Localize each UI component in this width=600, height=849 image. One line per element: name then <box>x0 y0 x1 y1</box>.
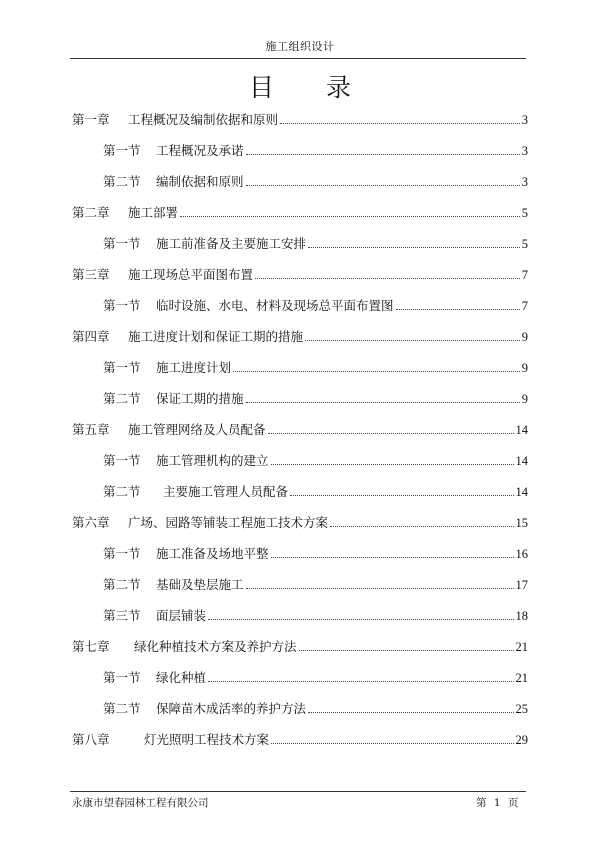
toc-entry-number: 第三节 <box>103 608 141 623</box>
toc-entry-label: 施工管理网络及人员配备 <box>128 422 266 437</box>
toc-leader-dots <box>246 154 520 155</box>
toc-entry-page: 16 <box>515 547 528 561</box>
toc-entry-label: 施工部署 <box>128 205 179 220</box>
toc-entry-chapter-4[interactable] <box>72 328 528 346</box>
toc-entry-section-4-1[interactable] <box>103 359 528 377</box>
toc-entry-chapter-3[interactable] <box>72 266 528 284</box>
toc-entry-page: 9 <box>521 330 528 344</box>
toc-entry-section-3-1[interactable] <box>103 297 528 315</box>
toc-leader-dots <box>268 433 514 434</box>
toc-entry-page: 29 <box>515 733 528 747</box>
toc-leader-dots <box>308 247 520 248</box>
toc-entry-page: 7 <box>521 268 528 282</box>
toc-leader-dots <box>271 743 513 744</box>
footer-company-name: 永康市望春园林工程有限公司 <box>72 797 209 809</box>
toc-entry-label: 面层铺装 <box>156 608 207 623</box>
toc-entry-section-6-2[interactable] <box>103 576 528 594</box>
toc-entry-number: 第一节 <box>103 143 141 158</box>
toc-entry-label: 保障苗木成活率的养护方法 <box>156 701 307 716</box>
footer-page-number: 第 1 页 <box>476 797 519 809</box>
toc-leader-dots <box>180 216 520 217</box>
toc-entry-number: 第二章 <box>72 205 110 220</box>
toc-entry-label: 广场、园路等铺装工程施工技术方案 <box>128 515 329 530</box>
toc-entry-section-5-2[interactable] <box>103 483 528 501</box>
toc-entry-number: 第三章 <box>72 267 110 282</box>
toc-entry-section-7-1[interactable] <box>103 669 528 687</box>
toc-entry-number: 第一节 <box>103 453 141 468</box>
toc-title: 目 录 <box>249 73 373 102</box>
toc-leader-dots <box>271 464 514 465</box>
toc-entry-chapter-8[interactable] <box>72 731 528 749</box>
toc-entry-chapter-1[interactable] <box>72 111 528 129</box>
toc-entry-number: 第二节 <box>103 701 141 716</box>
toc-entry-page: 3 <box>521 113 528 127</box>
toc-leader-dots <box>208 681 513 682</box>
toc-entry-number: 第八章 <box>72 732 110 747</box>
toc-entry-page: 3 <box>521 144 528 158</box>
toc-entry-label: 灯光照明工程技术方案 <box>144 732 270 747</box>
toc-entry-label: 施工进度计划 <box>156 360 232 375</box>
toc-entry-section-1-1[interactable] <box>103 142 528 160</box>
toc-entry-label: 基础及垫层施工 <box>156 577 244 592</box>
toc-entry-label: 工程概况及承诺 <box>156 143 244 158</box>
toc-leader-dots <box>396 309 520 310</box>
toc-entry-number: 第一节 <box>103 546 141 561</box>
toc-entry-label: 绿化种植 <box>156 670 207 685</box>
toc-entry-label: 临时设施、水电、材料及现场总平面布置图 <box>156 298 394 313</box>
toc-entry-page: 14 <box>515 423 528 437</box>
toc-entry-label: 主要施工管理人员配备 <box>163 484 289 499</box>
toc-entry-label: 编制依据和原则 <box>156 174 244 189</box>
toc-leader-dots <box>299 650 514 651</box>
toc-entry-number: 第六章 <box>72 515 110 530</box>
toc-entry-section-2-1[interactable] <box>103 235 528 253</box>
toc-entry-page: 15 <box>515 516 528 530</box>
toc-entry-label: 施工管理机构的建立 <box>156 453 269 468</box>
toc-leader-dots <box>305 340 520 341</box>
toc-leader-dots <box>233 371 520 372</box>
toc-entry-page: 21 <box>515 640 528 654</box>
toc-entry-page: 5 <box>521 237 528 251</box>
toc-entry-page: 7 <box>521 299 528 313</box>
toc-entry-chapter-2[interactable] <box>72 204 528 222</box>
toc-entry-number: 第二节 <box>103 484 141 499</box>
toc-leader-dots <box>246 185 520 186</box>
toc-entry-page: 18 <box>515 609 528 623</box>
toc-entry-section-7-2[interactable] <box>103 700 528 718</box>
toc-entry-chapter-5[interactable] <box>72 421 528 439</box>
toc-entry-number: 第一节 <box>103 360 141 375</box>
toc-entry-chapter-6[interactable] <box>72 514 528 532</box>
toc-leader-dots <box>280 123 520 124</box>
toc-leader-dots <box>308 712 513 713</box>
toc-entry-page: 14 <box>515 485 528 499</box>
toc-entry-page: 9 <box>521 361 528 375</box>
toc-entry-label: 工程概况及编制依据和原则 <box>128 112 279 127</box>
toc-entry-page: 5 <box>521 206 528 220</box>
toc-entry-number: 第二节 <box>103 577 141 592</box>
toc-entry-number: 第一章 <box>72 112 110 127</box>
toc-entry-page: 17 <box>515 578 528 592</box>
toc-entry-number: 第一节 <box>103 236 141 251</box>
toc-entry-page: 25 <box>515 702 528 716</box>
toc-entry-number: 第一节 <box>103 670 141 685</box>
toc-entry-label: 施工现场总平面图布置 <box>128 267 254 282</box>
toc-entry-label: 施工前准备及主要施工安排 <box>156 236 307 251</box>
toc-entry-label: 施工准备及场地平整 <box>156 546 269 561</box>
toc-leader-dots <box>290 495 513 496</box>
footer-divider <box>70 791 526 792</box>
toc-entry-page: 9 <box>521 392 528 406</box>
toc-entry-section-6-1[interactable] <box>103 545 528 563</box>
toc-leader-dots <box>255 278 520 279</box>
toc-entry-number: 第二节 <box>103 391 141 406</box>
toc-entry-section-5-1[interactable] <box>103 452 528 470</box>
toc-entry-label: 施工进度计划和保证工期的措施 <box>128 329 304 344</box>
toc-leader-dots <box>330 526 513 527</box>
toc-entry-number: 第五章 <box>72 422 110 437</box>
toc-entry-section-4-2[interactable] <box>103 390 528 408</box>
toc-entry-label: 保证工期的措施 <box>156 391 244 406</box>
toc-leader-dots <box>246 588 514 589</box>
toc-entry-section-1-2[interactable] <box>103 173 528 191</box>
toc-entry-number: 第二节 <box>103 174 141 189</box>
toc-leader-dots <box>271 557 514 558</box>
toc-entry-number: 第一节 <box>103 298 141 313</box>
toc-entry-label: 绿化种植技术方案及养护方法 <box>134 639 297 654</box>
toc-entry-section-6-3[interactable] <box>103 607 528 625</box>
toc-entry-chapter-7[interactable] <box>72 638 528 656</box>
toc-entry-page: 14 <box>515 454 528 468</box>
toc-leader-dots <box>208 619 513 620</box>
toc-leader-dots <box>246 402 520 403</box>
header-title: 施工组织设计 <box>265 40 335 53</box>
toc-entry-number: 第四章 <box>72 329 110 344</box>
toc-entry-number: 第七章 <box>72 639 110 654</box>
toc-entry-page: 3 <box>521 175 528 189</box>
toc-entry-page: 21 <box>515 671 528 685</box>
